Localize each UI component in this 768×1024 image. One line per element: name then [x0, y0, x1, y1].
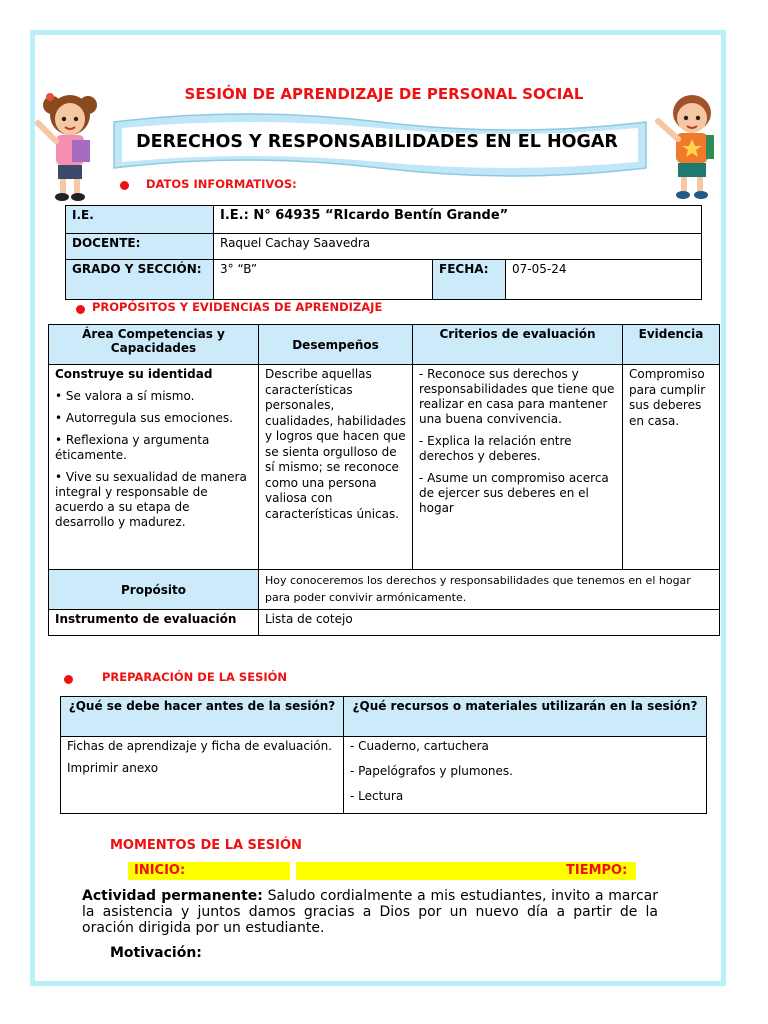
docente-label: DOCENTE:	[66, 234, 214, 260]
momentos-label: MOMENTOS DE LA SESIÓN	[110, 838, 302, 853]
session-title: SESIÓN DE APRENDIZAJE DE PERSONAL SOCIAL	[184, 85, 584, 103]
header-evidencia: Evidencia	[623, 325, 720, 365]
instrumento-label: Instrumento de evaluación	[49, 610, 259, 636]
evidencia-text: Compromiso para cumplir sus deberes en casa.	[623, 365, 720, 570]
actividad-text: Saludo cordialmente a mis estudiantes, invito a marcar la asistencia y juntos damos gracias a Dios por un nuevo día a partir de la oración dirigida por un estudiante.	[82, 888, 658, 936]
header-area: Área Competencias y Capacidades	[49, 325, 259, 365]
recurso-item: - Lectura	[350, 789, 404, 803]
recurso-item: - Papelógrafos y plumones.	[350, 764, 513, 778]
fecha-label: FECHA:	[433, 260, 506, 300]
actividad-label: Actividad permanente:	[82, 888, 263, 904]
header-criterios: Criterios de evaluación	[413, 325, 623, 365]
preparacion-label: PREPARACIÓN DE LA SESIÓN	[102, 670, 288, 684]
capacidad-item: • Autorregula sus emociones.	[55, 411, 233, 425]
desempeno-text: Describe aquellas características personales, cualidades, habilidades y logros que hacen que se sienta orgulloso de sí mismo; se reconoce como una persona valiosa con características únicas.	[259, 365, 413, 570]
recurso-item: - Cuaderno, cartuchera	[350, 739, 489, 753]
header-antes: ¿Qué se debe hacer antes de la sesión?	[61, 697, 344, 737]
capacidad-item: • Reflexiona y argumenta éticamente.	[55, 433, 210, 462]
ie-value: I.E.: N° 64935 “RIcardo Bentín Grande”	[214, 206, 702, 234]
grado-value: 3° “B”	[214, 260, 433, 300]
banner-title: DERECHOS Y RESPONSABILIDADES EN EL HOGAR	[136, 132, 618, 152]
bullet-icon	[64, 675, 73, 684]
actividad-paragraph	[82, 888, 658, 936]
motivacion-label: Motivación:	[110, 945, 202, 961]
datos-table	[65, 205, 702, 300]
header-desempenos: Desempeños	[259, 325, 413, 365]
criterio-item: - Explica la relación entre derechos y deberes.	[419, 434, 572, 463]
docente-value: Raquel Cachay Saavedra	[214, 234, 702, 260]
propositos-table	[48, 324, 720, 636]
ie-label: I.E.	[66, 206, 214, 234]
criterio-item: - Asume un compromiso acerca de ejercer sus deberes en el hogar	[419, 471, 609, 515]
competencia-title: Construye su identidad	[55, 367, 213, 381]
capacidad-item: • Se valora a sí mismo.	[55, 389, 195, 403]
antes-item: Imprimir anexo	[67, 761, 159, 775]
antes-item: Fichas de aprendizaje y ficha de evaluación.	[67, 739, 333, 753]
proposito-label: Propósito	[49, 570, 259, 610]
proposito-text: Hoy conoceremos los derechos y responsabilidades que tenemos en el hogar para poder convivir armónicamente.	[259, 570, 720, 610]
inicio-label: INICIO:	[134, 863, 186, 878]
instrumento-value: Lista de cotejo	[259, 610, 720, 636]
datos-label: DATOS INFORMATIVOS:	[146, 177, 297, 191]
criterio-item: - Reconoce sus derechos y responsabilidades que tiene que realizar en casa para mantener una buena convivencia.	[419, 367, 615, 426]
bullet-icon	[120, 181, 129, 190]
tiempo-label: TIEMPO:	[566, 863, 628, 878]
grado-label: GRADO Y SECCIÓN:	[66, 260, 214, 300]
bullet-icon	[76, 305, 85, 314]
fecha-value: 07-05-24	[506, 260, 702, 300]
capacidad-item: • Vive su sexualidad de manera integral y responsable de acuerdo a su etapa de desarrollo y madurez.	[55, 470, 247, 529]
header-recursos: ¿Qué recursos o materiales utilizarán en la sesión?	[344, 697, 707, 737]
preparacion-table	[60, 696, 707, 814]
propositos-label: PROPÓSITOS Y EVIDENCIAS DE APRENDIZAJE	[92, 300, 383, 314]
